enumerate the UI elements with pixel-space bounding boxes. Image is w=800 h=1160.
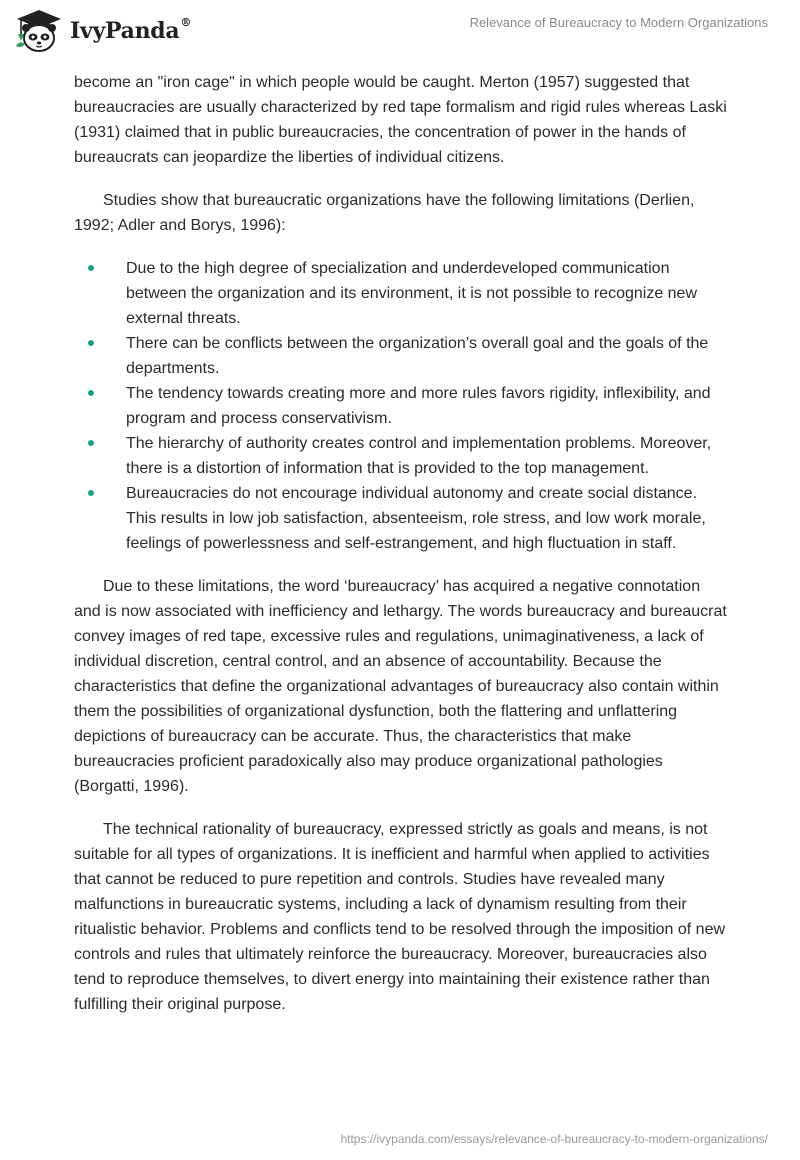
- limitations-list: [74, 256, 730, 556]
- list-item-text: There can be conflicts between the organization’s overall goal and the goals of the departments.: [126, 335, 709, 377]
- document-title: Relevance of Bureaucracy to Modern Organizations: [469, 15, 768, 30]
- bullet-icon: [88, 490, 94, 496]
- ivypanda-logo[interactable]: [14, 8, 191, 54]
- list-item: [74, 481, 730, 556]
- bullet-icon: [88, 340, 94, 346]
- panda-graduation-icon: [14, 8, 64, 54]
- list-item-text: Due to the high degree of specialization and underdeveloped communication between the organization and its environment, it is not possible to recognize new external threats.: [126, 260, 698, 327]
- bullet-icon: [88, 390, 94, 396]
- list-item-text: The hierarchy of authority creates control and implementation problems. Moreover, there is a distortion of information that is provided to the top management.: [126, 435, 712, 477]
- brand-name: IvyPanda®: [70, 15, 192, 44]
- paragraph: Studies show that bureaucratic organizations have the following limitations (Derlien, 1992; Adler and Borys, 1996):: [74, 192, 695, 234]
- list-item: [74, 256, 730, 331]
- bullet-icon: [88, 440, 94, 446]
- essay-content: [74, 70, 730, 1035]
- source-url[interactable]: https://ivypanda.com/essays/relevance-of-bureaucracy-to-modern-organizations/: [340, 1132, 768, 1146]
- page-header: [0, 0, 800, 64]
- paragraph: The technical rationality of bureaucracy, expressed strictly as goals and means, is not suitable for all types of organizations. It is inefficient and harmful when applied to activities that cannot be reduced to pure repetition and controls. Studies have revealed many malfunctions in bureaucratic systems, including a lack of dynamism resulting from their ritualistic behavior. Problems and conflicts tend to be resolved through the imposition of new controls and rules that ultimately reinforce the bureaucracy. Moreover, bureaucracies also tend to reproduce themselves, to divert energy into maintaining their existence rather than fulfilling their original purpose.: [74, 821, 726, 1013]
- list-item: [74, 331, 730, 381]
- list-item: [74, 431, 730, 481]
- paragraph: Due to these limitations, the word ‘bureaucracy’ has acquired a negative connotation and is now associated with inefficiency and lethargy. The words bureaucracy and bureaucrat convey images of red tape, excessive rules and regulations, unimaginativeness, a lack of individual discretion, central control, and an absence of accountability. Because the characteristics that define the organizational advantages of bureaucracy also contain within them the possibilities of organizational dysfunction, both the flattering and unflattering depictions of bureaucracy can be accurate. Thus, the characteristics that make bureaucracies proficient paradoxically also may produce organizational pathologies (Borgatti, 1996).: [74, 578, 727, 795]
- list-item: [74, 381, 730, 431]
- bullet-icon: [88, 265, 94, 271]
- paragraph: become an "iron cage" in which people would be caught. Merton (1957) suggested that bureaucracies are usually characterized by red tape formalism and rigid rules whereas Laski (1931) claimed that in public bureaucracies, the concentration of power in the hands of bureaucrats can jeopardize the liberties of individual citizens.: [74, 74, 727, 166]
- list-item-text: Bureaucracies do not encourage individual autonomy and create social distance. This results in low job satisfaction, absenteeism, role stress, and low work morale, feelings of powerlessness and self-estrangement, and high fluctuation in staff.: [126, 485, 706, 552]
- list-item-text: The tendency towards creating more and more rules favors rigidity, inflexibility, and program and process conservativism.: [126, 385, 711, 427]
